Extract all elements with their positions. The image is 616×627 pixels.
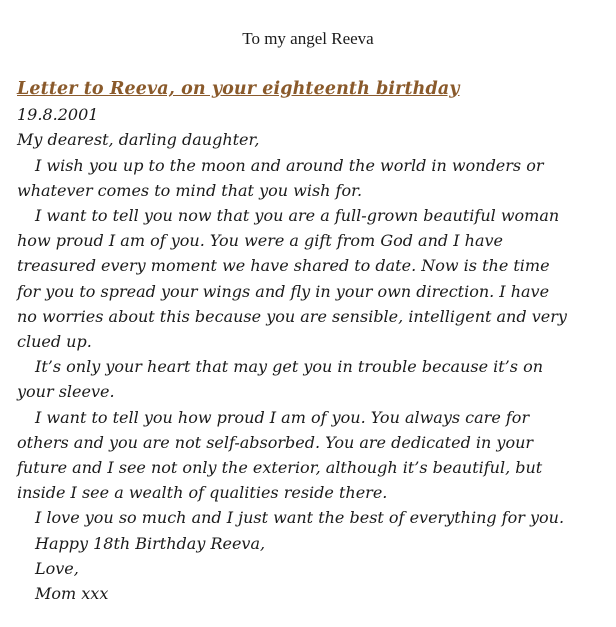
letter-line: for you to spread your wings and fly in your own direction. I have	[17, 281, 550, 301]
letter-closing: Happy 18th Birthday Reeva,	[35, 533, 266, 553]
letter-line: whatever comes to mind that you wish for.	[17, 180, 363, 200]
letter-line: inside I see a wealth of qualities reside there.	[17, 483, 388, 503]
letter-line: I love you so much and I just want the best of everything for you.	[35, 508, 565, 528]
letter-line: I want to tell you now that you are a full-grown beautiful woman	[35, 206, 560, 226]
letter-line: no worries about this because you are sensible, intelligent and very	[17, 306, 567, 326]
letter-closing: Love,	[35, 558, 79, 578]
letter-salutation: My dearest, darling daughter,	[17, 130, 260, 150]
letter-line: your sleeve.	[17, 382, 115, 402]
letter-title-link[interactable]: Letter to Reeva, on your eighteenth birthday	[17, 79, 460, 99]
letter-body	[17, 77, 602, 606]
letter-line: clued up.	[17, 332, 92, 352]
letter-signature: Mom xxx	[35, 584, 109, 604]
dedication-heading: To my angel Reeva	[242, 29, 374, 48]
letter-line: how proud I am of you. You were a gift from God and I have	[17, 231, 503, 251]
letter-line: I want to tell you how proud I am of you. You always care for	[35, 407, 530, 427]
letter-date: 19.8.2001	[17, 105, 99, 125]
letter-line: others and you are not self-absorbed. You are dedicated in your	[17, 432, 534, 452]
letter-line: future and I see not only the exterior, although it’s beautiful, but	[17, 458, 543, 478]
letter-line: It’s only your heart that may get you in trouble because it’s on	[35, 357, 543, 377]
letter-line: I wish you up to the moon and around the world in wonders or	[35, 155, 544, 175]
letter-line: treasured every moment we have shared to date. Now is the time	[17, 256, 550, 276]
